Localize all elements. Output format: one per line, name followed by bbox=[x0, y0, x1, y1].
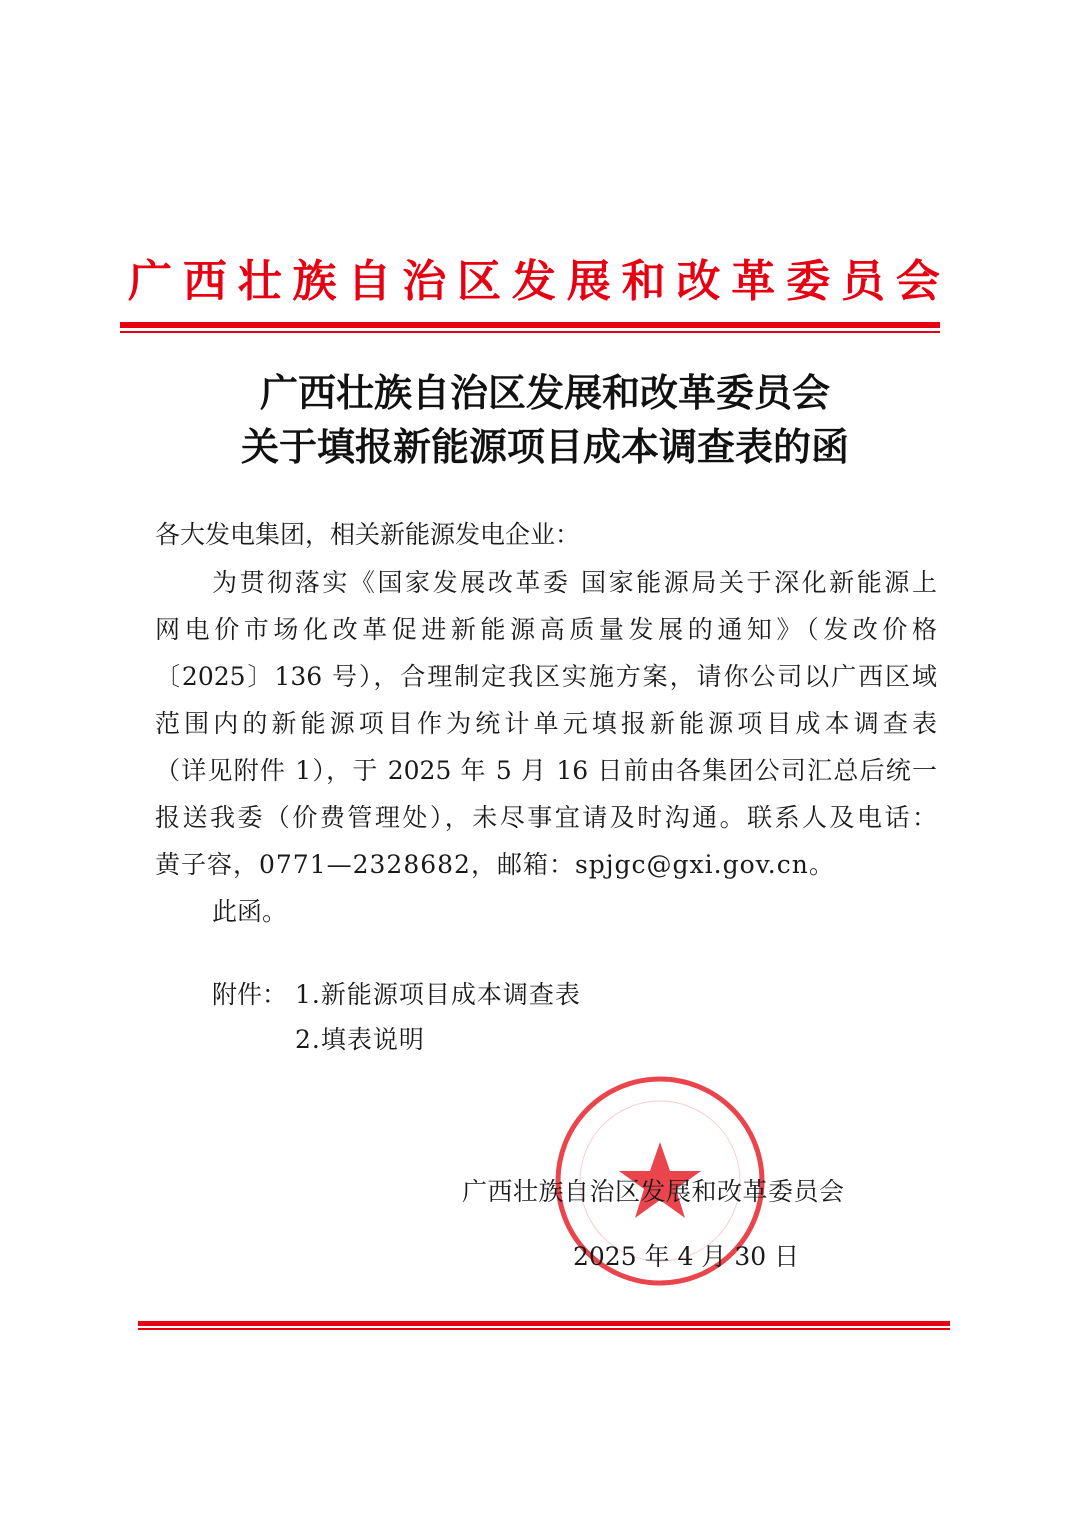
attachment-item: 1.新能源项目成本调查表 bbox=[295, 980, 581, 1009]
letterhead-char: 会 bbox=[895, 256, 940, 307]
letterhead-char: 展 bbox=[566, 256, 611, 307]
body-line: 范围内的新能源项目作为统计单元填报新能源项目成本调查表 bbox=[155, 709, 937, 738]
letterhead-divider-thick bbox=[120, 322, 940, 328]
body-line: （详见附件 1），于 2025 年 5 月 16 日前由各集团公司汇总后统一 bbox=[155, 756, 937, 785]
closing: 此函。 bbox=[212, 897, 288, 926]
letterhead-divider-thin bbox=[120, 331, 940, 333]
letterhead-char: 发 bbox=[511, 256, 556, 307]
letterhead-char: 和 bbox=[621, 256, 666, 307]
body-line: 为贯彻落实《国家发展改革委 国家能源局关于深化新能源上 bbox=[212, 568, 937, 597]
letterhead-char: 广 bbox=[128, 256, 172, 307]
contact-line: 黄子容，0771—2328682，邮箱：spjgc@gxi.gov.cn。 bbox=[155, 850, 835, 879]
signature-org: 广西壮族自治区发展和改革委员会 bbox=[462, 1177, 845, 1206]
document-title-line1: 广西壮族自治区发展和改革委员会 bbox=[259, 370, 830, 415]
letterhead-char: 族 bbox=[292, 256, 337, 307]
letterhead-char: 壮 bbox=[237, 256, 282, 307]
letterhead-char: 自 bbox=[347, 256, 392, 307]
attachment-item: 2.填表说明 bbox=[295, 1025, 425, 1054]
letterhead-char: 西 bbox=[182, 256, 227, 307]
body-line: 网电价市场化改革促进新能源高质量发展的通知》（发改价格 bbox=[155, 615, 937, 644]
footer-divider-thin bbox=[138, 1328, 950, 1330]
letterhead-char: 治 bbox=[402, 256, 447, 307]
salutation: 各大发电集团，相关新能源发电企业： bbox=[155, 520, 581, 549]
letterhead-char: 革 bbox=[731, 256, 776, 307]
letterhead-char: 委 bbox=[786, 256, 831, 307]
letterhead-char: 员 bbox=[840, 256, 885, 307]
body-line: 报送我委（价费管理处），未尽事宜请及时沟通。联系人及电话： bbox=[155, 803, 937, 832]
document-title-line2: 关于填报新能源项目成本调查表的函 bbox=[240, 424, 849, 469]
letterhead-org-name bbox=[128, 252, 940, 312]
letterhead-char: 改 bbox=[676, 256, 721, 307]
footer-divider-thick bbox=[138, 1321, 950, 1326]
attachments-label: 附件： bbox=[212, 980, 288, 1009]
signature-date: 2025 年 4 月 30 日 bbox=[573, 1242, 800, 1271]
letterhead-char: 区 bbox=[457, 256, 502, 307]
body-line: 〔2025〕136 号），合理制定我区实施方案，请你公司以广西区域 bbox=[155, 662, 937, 691]
